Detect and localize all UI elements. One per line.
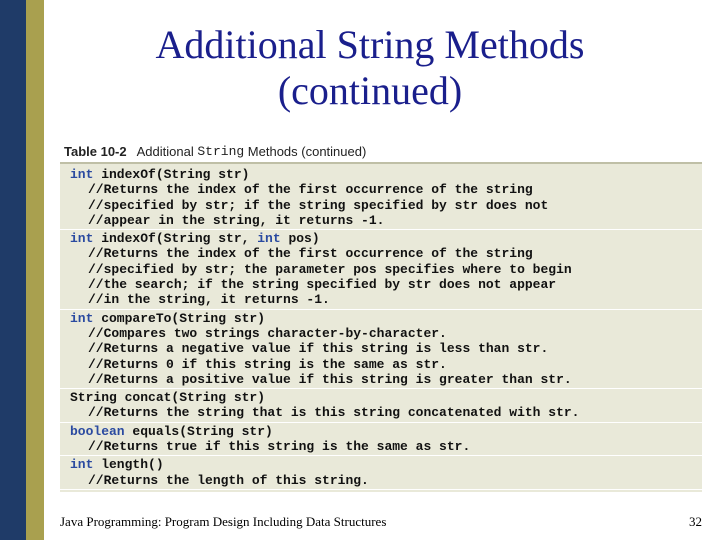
method-signature-text: pos) [280, 231, 320, 247]
method-comment: //appear in the string, it returns -1. [88, 212, 385, 228]
string-methods-table [60, 140, 702, 492]
method-signature [70, 311, 702, 326]
method-comment: //Returns true if this string is the same as str. [88, 439, 471, 455]
method-signature-text: indexOf(String str, [93, 231, 258, 247]
table-rows [60, 164, 702, 490]
return-type-keyword: int [70, 457, 94, 473]
method-signature [70, 457, 702, 472]
decorative-left-bar-navy [0, 0, 26, 540]
table-row [60, 310, 702, 389]
slide-footer: Java Programming: Program Design Including Data Structures [60, 514, 387, 529]
return-type-keyword: int [70, 310, 94, 326]
table-row [60, 230, 702, 309]
method-comment: //Returns the string that is this string concatenated with str. [88, 405, 580, 421]
method-comment: //Returns a negative value if this string is less than str. [88, 341, 549, 357]
param-type-keyword: int [257, 231, 281, 247]
return-type-keyword: int [70, 167, 94, 182]
method-signature-text: equals(String str) [124, 423, 273, 439]
method-comment: //specified by str; if the string specified by str does not [88, 197, 549, 213]
decorative-left-bar-olive [26, 0, 44, 540]
return-type-keyword: int [70, 231, 94, 247]
method-signature-text: compareTo(String str) [93, 310, 266, 326]
method-signature [70, 390, 702, 405]
method-signature-text: String concat(String str) [70, 390, 266, 406]
method-signature [70, 167, 702, 182]
method-comment: //Returns the index of the first occurrence of the string [88, 246, 533, 262]
method-comment: //in the string, it returns -1. [88, 292, 330, 308]
method-comment: //Compares two strings character-by-character. [88, 325, 447, 341]
table-caption-post: Methods (continued) [247, 143, 367, 159]
table-row [60, 389, 702, 423]
method-signature [70, 424, 702, 439]
method-signature-text: indexOf(String str) [93, 167, 250, 182]
method-comment: //specified by str; the parameter pos specifies where to begin [88, 261, 572, 277]
slide-title-line1: Additional String Methods [155, 22, 585, 67]
page-number: 32 [689, 514, 702, 529]
method-comment: //Returns the index of the first occurrence of the string [88, 182, 533, 198]
table-caption [60, 140, 702, 164]
method-comment: //Returns 0 if this string is the same as str. [88, 356, 447, 372]
table-row [60, 423, 702, 457]
table-caption-mono: String [197, 143, 245, 159]
table-row [60, 166, 702, 230]
method-comment: //Returns the length of this string. [88, 472, 369, 488]
method-comment: //the search; if the string specified by str does not appear [88, 277, 557, 293]
slide-title-line2: (continued) [277, 68, 463, 113]
table-label: Table 10-2 [64, 143, 127, 159]
return-type-keyword: boolean [70, 423, 125, 439]
table-row [60, 456, 702, 490]
method-signature [70, 231, 702, 246]
table-caption-pre: Additional [136, 143, 194, 159]
method-signature-text: length() [93, 457, 164, 473]
slide-title [60, 22, 680, 114]
method-comment: //Returns a positive value if this string is greater than str. [88, 371, 572, 387]
